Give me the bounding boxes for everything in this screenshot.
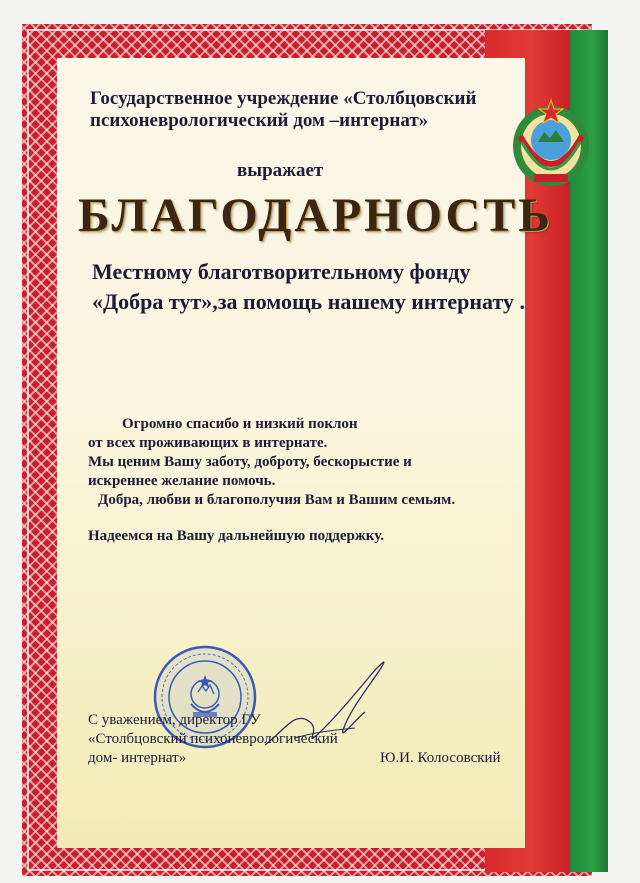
signer-name: Ю.И. Колосовский bbox=[380, 750, 501, 766]
body-line-1: Огромно спасибо и низкий поклон bbox=[122, 416, 358, 432]
state-emblem-icon bbox=[508, 96, 594, 188]
body-line-6: Надеемся на Вашу дальнейшую поддержку. bbox=[88, 528, 384, 544]
institution-line-2: психоневрологический дом –интернат» bbox=[90, 110, 429, 131]
recipient-text bbox=[92, 257, 525, 317]
signature-line-2: «Столбцовский психоневрологический bbox=[88, 731, 338, 747]
body-line-2: от всех проживающих в интернате. bbox=[88, 435, 328, 451]
headline-gratitude: БЛАГОДАРНОСТЬ bbox=[78, 189, 553, 242]
recipient-line-2: «Добра тут»,за помощь нашему интернату . bbox=[92, 289, 525, 314]
institution-line-1: Государственное учреждение «Столбцовский bbox=[90, 88, 477, 109]
expresses-text: выражает bbox=[237, 160, 324, 181]
recipient-line-1: Местному благотворительному фонду bbox=[92, 259, 471, 284]
signature-line-1: С уважением, директор ГУ bbox=[88, 712, 261, 728]
institution-name bbox=[90, 88, 476, 132]
signature-line-3: дом- интернат» bbox=[88, 750, 187, 766]
body-line-4: искреннее желание помочь. bbox=[88, 473, 276, 489]
body-line-5: Добра, любви и благополучия Вам и Вашим семьям. bbox=[98, 492, 456, 508]
body-line-3: Мы ценим Вашу заботу, доброту, бескорыстие и bbox=[88, 454, 412, 470]
